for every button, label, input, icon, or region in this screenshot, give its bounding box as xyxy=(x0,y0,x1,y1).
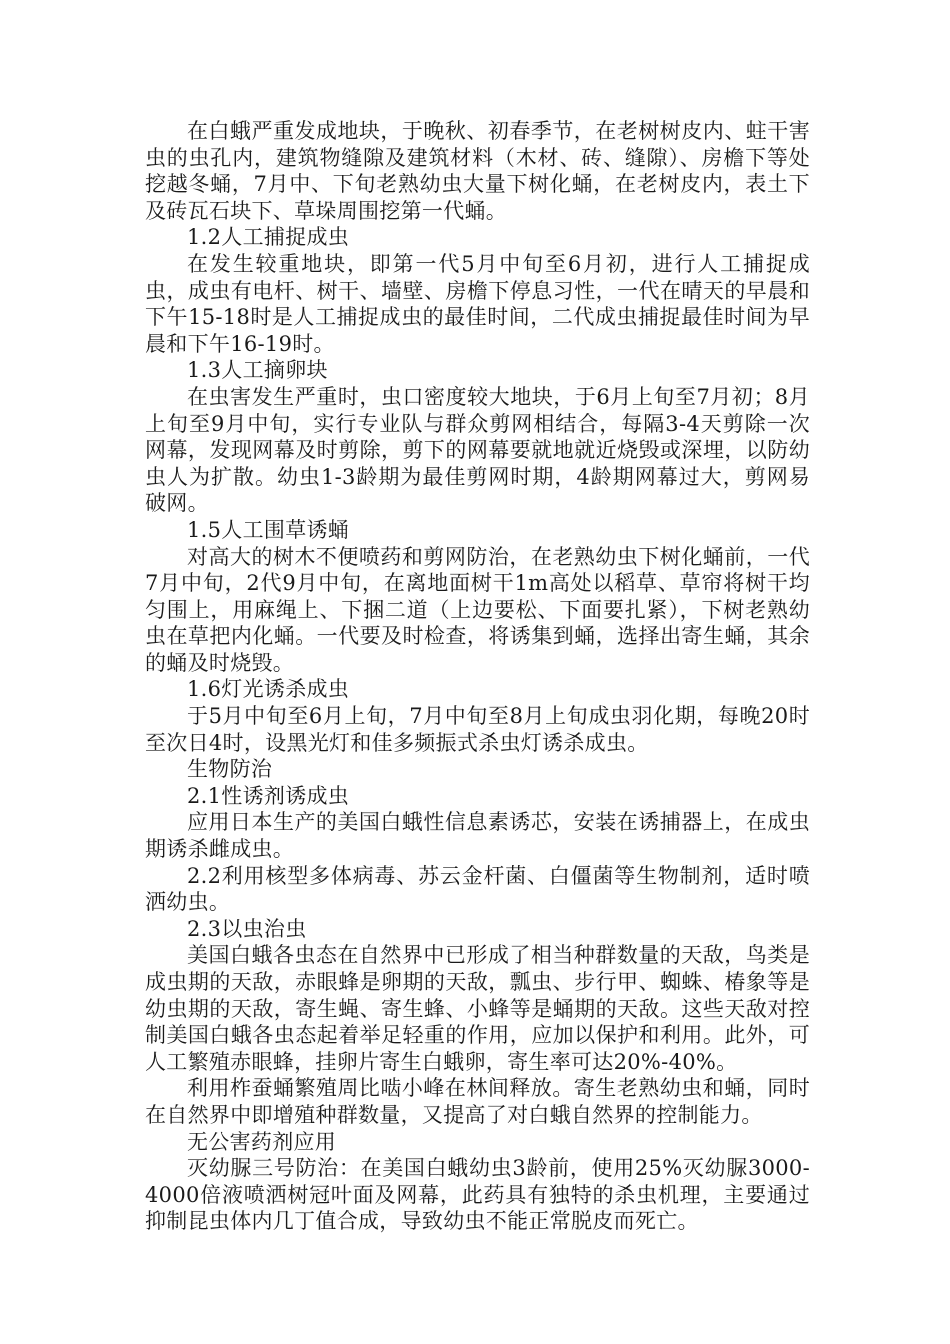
section-heading: 无公害药剂应用 xyxy=(187,1129,337,1154)
paragraph: 在白蛾严重发成地块，于晚秋、初春季节，在老树树皮内、蛀干害虫的虫孔内，建筑物缝隙及建筑材料（木材、砖、缝隙）、房檐下等处挖越冬蛹，7月中、下旬老熟幼虫大量下树化蛹，在老树皮内，表土下及砖瓦石块下、草垛周围挖第一代蛹。 xyxy=(145,119,810,223)
document-body xyxy=(145,118,810,1235)
section-heading: 1.6灯光诱杀成虫 xyxy=(187,677,350,702)
paragraph: 灭幼脲三号防治：在美国白蛾幼虫3龄前，使用25%灭幼脲3000-4000倍液喷洒树冠叶面及网幕，此药具有独特的杀虫机理，主要通过抑制昆虫体内几丁值合成，导致幼虫不能正常脱皮而死亡。 xyxy=(145,1156,810,1234)
section-heading: 2.3以虫治虫 xyxy=(187,916,307,941)
paragraph: 在虫害发生严重时，虫口密度较大地块，于6月上旬至7月初；8月上旬至9月中旬，实行专业队与群众剪网相结合，每隔3-4天剪除一次网幕，发现网幕及时剪除，剪下的网幕要就地就近烧毁或深埋，以防幼虫人为扩散。幼虫1-3龄期为最佳剪网时期，4龄期网幕过大，剪网易破网。 xyxy=(145,384,810,516)
section-heading: 生物防治 xyxy=(187,757,273,782)
section-heading: 2.1性诱剂诱成虫 xyxy=(187,783,350,808)
paragraph: 于5月中旬至6月上旬，7月中旬至8月上旬成虫羽化期，每晚20时至次日4时，设黑光灯和佳多频振式杀虫灯诱杀成虫。 xyxy=(145,704,810,755)
section-heading: 1.2人工捕捉成虫 xyxy=(187,225,350,250)
section-heading: 1.5人工围草诱蛹 xyxy=(187,517,350,542)
paragraph: 对高大的树木不便喷药和剪网防治，在老熟幼虫下树化蛹前，一代7月中旬，2代9月中旬，在离地面树干1m高处以稻草、草帘将树干均匀围上，用麻绳上、下捆二道（上边要松、下面要扎紧），下树老熟幼虫在草把内化蛹。一代要及时检查，将诱集到蛹，选择出寄生蛹，其余的蛹及时烧毁。 xyxy=(145,544,810,675)
paragraph: 美国白蛾各虫态在自然界中已形成了相当种群数量的天敌，鸟类是成虫期的天敌，赤眼蜂是卵期的天敌，瓢虫、步行甲、蜘蛛、椿象等是幼虫期的天敌，寄生蝇、寄生蜂、小蜂等是蛹期的天敌。这些天敌对控制美国白蛾各虫态起着举足轻重的作用，应加以保护和利用。此外，可人工繁殖赤眼蜂，挂卵片寄生白蛾卵，寄生率可达20%-40%。 xyxy=(145,943,810,1074)
paragraph: 在发生较重地块，即第一代5月中旬至6月初，进行人工捕捉成虫，成虫有电杆、树干、墙壁、房檐下停息习性，一代在晴天的早晨和下午15-18时是人工捕捉成虫的最佳时间，二代成虫捕捉最佳时间为早晨和下午16-19时。 xyxy=(145,251,810,356)
paragraph: 2.2利用核型多体病毒、苏云金杆菌、白僵菌等生物制剂，适时喷洒幼虫。 xyxy=(145,863,810,915)
paragraph: 应用日本生产的美国白蛾性信息素诱芯，安装在诱捕器上，在成虫期诱杀雌成虫。 xyxy=(145,810,810,862)
section-heading: 1.3人工摘卵块 xyxy=(187,358,328,383)
paragraph: 利用柞蚕蛹繁殖周比啮小峰在林间释放。寄生老熟幼虫和蛹，同时在自然界中即增殖种群数量，又提高了对白蛾自然界的控制能力。 xyxy=(145,1076,810,1127)
